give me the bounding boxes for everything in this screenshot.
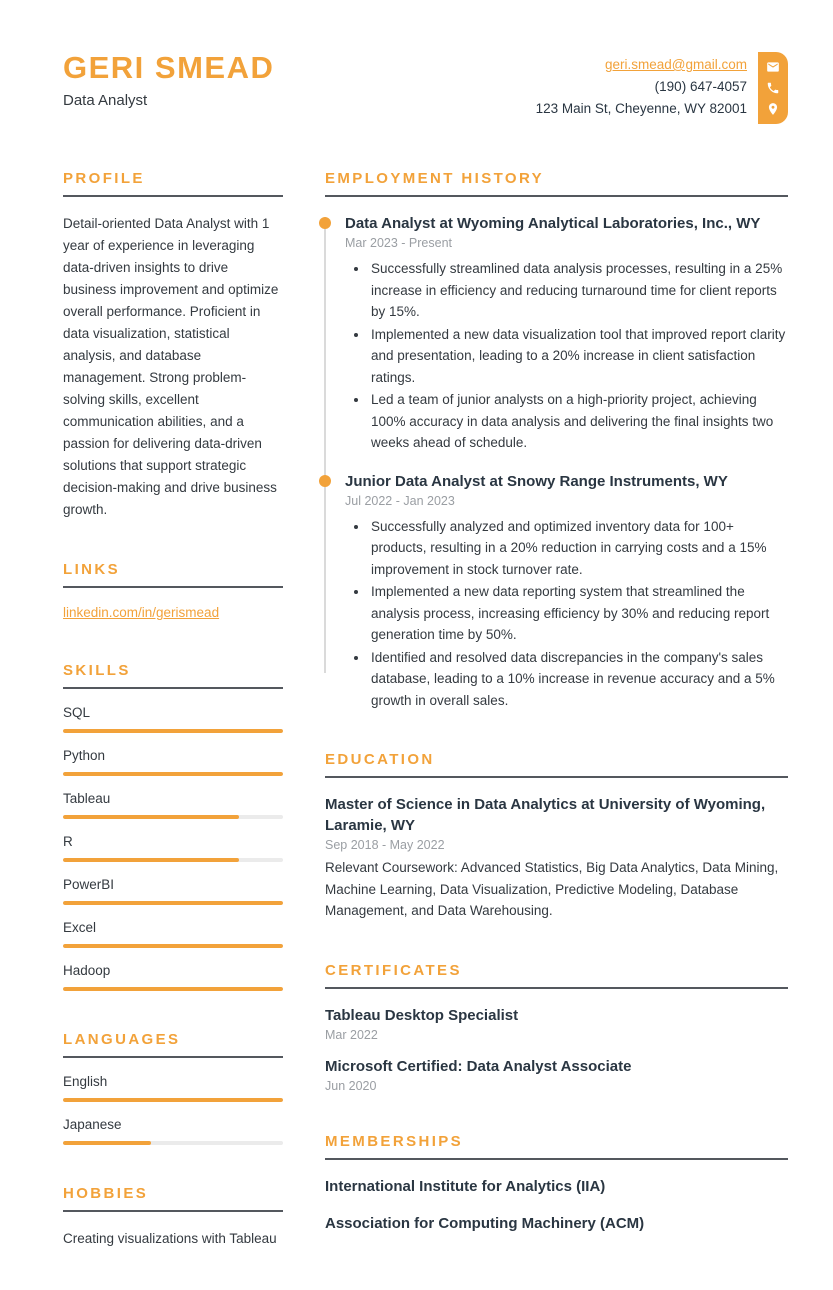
language-bar-track bbox=[63, 1141, 283, 1145]
job-entry bbox=[325, 213, 788, 454]
section-skills bbox=[63, 662, 283, 991]
header-contact-block bbox=[536, 52, 788, 124]
language-bar-track bbox=[63, 1098, 283, 1102]
link-item bbox=[63, 604, 283, 622]
section-links bbox=[63, 561, 283, 622]
skill-bar-fill bbox=[63, 772, 283, 776]
job-title: Junior Data Analyst at Snowy Range Instruments, WY bbox=[345, 472, 728, 490]
employment-history-heading: EMPLOYMENT HISTORY bbox=[325, 170, 788, 197]
certificate-title: Microsoft Certified: Data Analyst Associate bbox=[325, 1057, 632, 1075]
skill-bar-track bbox=[63, 987, 283, 991]
job-title: Data Analyst at Wyoming Analytical Laboratories, Inc., WY bbox=[345, 215, 761, 232]
certificate-dates: Mar 2022 bbox=[325, 1027, 378, 1042]
membership-entry: International Institute for Analytics (IIA) bbox=[325, 1177, 606, 1195]
skill-name: Tableau bbox=[63, 791, 111, 806]
job-dates: Mar 2023 - Present bbox=[345, 236, 452, 250]
job-bullet-list bbox=[369, 516, 788, 712]
skill-name: Hadoop bbox=[63, 963, 111, 978]
contact-address: 123 Main St, Cheyenne, WY 82001 bbox=[535, 101, 747, 116]
language-item bbox=[63, 1117, 283, 1145]
sidebar-column bbox=[63, 170, 283, 1290]
section-languages bbox=[63, 1031, 283, 1145]
skill-item bbox=[63, 877, 283, 905]
membership-entry: Association for Computing Machinery (ACM) bbox=[325, 1214, 645, 1232]
skill-item bbox=[63, 748, 283, 776]
skill-bar-track bbox=[63, 815, 283, 819]
language-bar-fill bbox=[63, 1098, 283, 1102]
candidate-job-title: Data Analyst bbox=[63, 91, 148, 109]
education-description: Relevant Coursework: Advanced Statistics, Big Data Analytics, Data Mining, Machine Learning, Data Visualization, Predictive Modeling, Database Management, and Data Warehousing. bbox=[325, 860, 779, 918]
skill-item bbox=[63, 705, 283, 733]
header-identity bbox=[63, 52, 274, 109]
languages-heading: LANGUAGES bbox=[63, 1031, 283, 1058]
employment-timeline bbox=[325, 213, 788, 711]
language-item bbox=[63, 1074, 283, 1102]
certificate-dates: Jun 2020 bbox=[325, 1078, 377, 1093]
timeline-dot-icon bbox=[319, 475, 331, 487]
skill-bar-fill bbox=[63, 901, 283, 905]
contact-email-row bbox=[536, 54, 747, 76]
skill-bar-track bbox=[63, 772, 283, 776]
section-profile bbox=[63, 170, 283, 521]
section-certificates bbox=[325, 962, 788, 1093]
certificate-entry bbox=[325, 1056, 788, 1093]
phone-icon bbox=[766, 81, 780, 95]
skill-item bbox=[63, 920, 283, 948]
education-heading: EDUCATION bbox=[325, 751, 788, 778]
skill-name: Python bbox=[63, 748, 106, 763]
job-bullet: • Implemented a new data reporting system that streamlined the analysis process, increasing efficiency by 30% and reducing report generation time by 50%. bbox=[369, 581, 788, 646]
language-name: English bbox=[63, 1074, 108, 1089]
job-bullet-list bbox=[369, 258, 788, 454]
skill-bar-fill bbox=[63, 858, 239, 862]
job-entry bbox=[325, 471, 788, 712]
candidate-name: GERI SMEAD bbox=[63, 50, 275, 85]
section-education bbox=[325, 751, 788, 922]
email-link[interactable]: geri.smead@gmail.com bbox=[604, 57, 747, 72]
job-bullet: • Successfully streamlined data analysis processes, resulting in a 25% increase in efficiency and reducing turnaround time for client reports by 15%. bbox=[369, 258, 788, 323]
skill-bar-track bbox=[63, 729, 283, 733]
main-column bbox=[325, 170, 788, 1290]
job-bullet: • Successfully analyzed and optimized inventory data for 100+ products, resulting in a 20% reduction in carrying costs and a 15% improvement in stock turnover rate. bbox=[369, 516, 788, 581]
location-pin-icon bbox=[766, 102, 780, 116]
profile-heading: PROFILE bbox=[63, 170, 283, 197]
certificate-title: Tableau Desktop Specialist bbox=[325, 1006, 519, 1024]
header bbox=[63, 52, 788, 124]
skill-item bbox=[63, 834, 283, 862]
skill-name: R bbox=[63, 834, 73, 849]
profile-text: Detail-oriented Data Analyst with 1 year of experience in leveraging data-driven insights to drive business improvement and optimize overall performance. Proficient in data visualization, statistical analysis, and database management. Strong problem-solving skills, excellent communication abilities, and a passion for delivering data-driven solutions that support strategic decision-making and drive business growth. bbox=[63, 216, 279, 517]
certificates-heading: CERTIFICATES bbox=[325, 962, 788, 989]
skill-item bbox=[63, 963, 283, 991]
job-bullet: • Identified and resolved data discrepancies in the company's sales database, leading to a 10% increase in revenue accuracy and a 5% growth in overall sales. bbox=[369, 647, 788, 712]
job-dates: Jul 2022 - Jan 2023 bbox=[345, 493, 455, 508]
job-bullet: • Led a team of junior analysts on a high-priority project, achieving 100% accuracy in data analysis and delivering the final insights two weeks ahead of schedule. bbox=[369, 389, 788, 454]
language-bar-fill bbox=[63, 1141, 151, 1145]
skill-bar-track bbox=[63, 944, 283, 948]
skill-bar-fill bbox=[63, 729, 283, 733]
content-columns bbox=[63, 170, 788, 1290]
education-entry bbox=[325, 794, 788, 922]
education-dates: Sep 2018 - May 2022 bbox=[325, 838, 445, 852]
skills-heading: SKILLS bbox=[63, 662, 283, 689]
skill-name: PowerBI bbox=[63, 877, 115, 892]
hobbies-heading: HOBBIES bbox=[63, 1185, 283, 1212]
language-name: Japanese bbox=[63, 1117, 122, 1132]
skill-name: SQL bbox=[63, 705, 91, 720]
linkedin-link[interactable]: linkedin.com/in/gerismead bbox=[63, 605, 220, 620]
skill-bar-fill bbox=[63, 815, 239, 819]
certificate-entry bbox=[325, 1005, 788, 1042]
contact-icon-bar bbox=[758, 52, 788, 124]
links-heading: LINKS bbox=[63, 561, 283, 588]
timeline-dot-icon bbox=[319, 217, 331, 229]
section-hobbies bbox=[63, 1185, 283, 1250]
section-memberships bbox=[325, 1133, 788, 1234]
section-employment-history bbox=[325, 170, 788, 711]
skill-bar-track bbox=[63, 901, 283, 905]
contact-info bbox=[536, 52, 747, 120]
memberships-heading: MEMBERSHIPS bbox=[325, 1133, 788, 1160]
skill-bar-fill bbox=[63, 987, 283, 991]
education-title: Master of Science in Data Analytics at University of Wyoming, Laramie, WY bbox=[325, 796, 766, 834]
job-bullet: • Implemented a new data visualization tool that improved report clarity and presentation, leading to a 20% increase in client satisfaction ratings. bbox=[369, 324, 788, 389]
skill-name: Excel bbox=[63, 920, 97, 935]
envelope-icon bbox=[766, 60, 780, 74]
skill-bar-track bbox=[63, 858, 283, 862]
skill-bar-fill bbox=[63, 944, 283, 948]
skill-item bbox=[63, 791, 283, 819]
contact-phone: (190) 647-4057 bbox=[654, 79, 747, 94]
hobbies-text: Creating visualizations with Tableau bbox=[63, 1231, 277, 1246]
